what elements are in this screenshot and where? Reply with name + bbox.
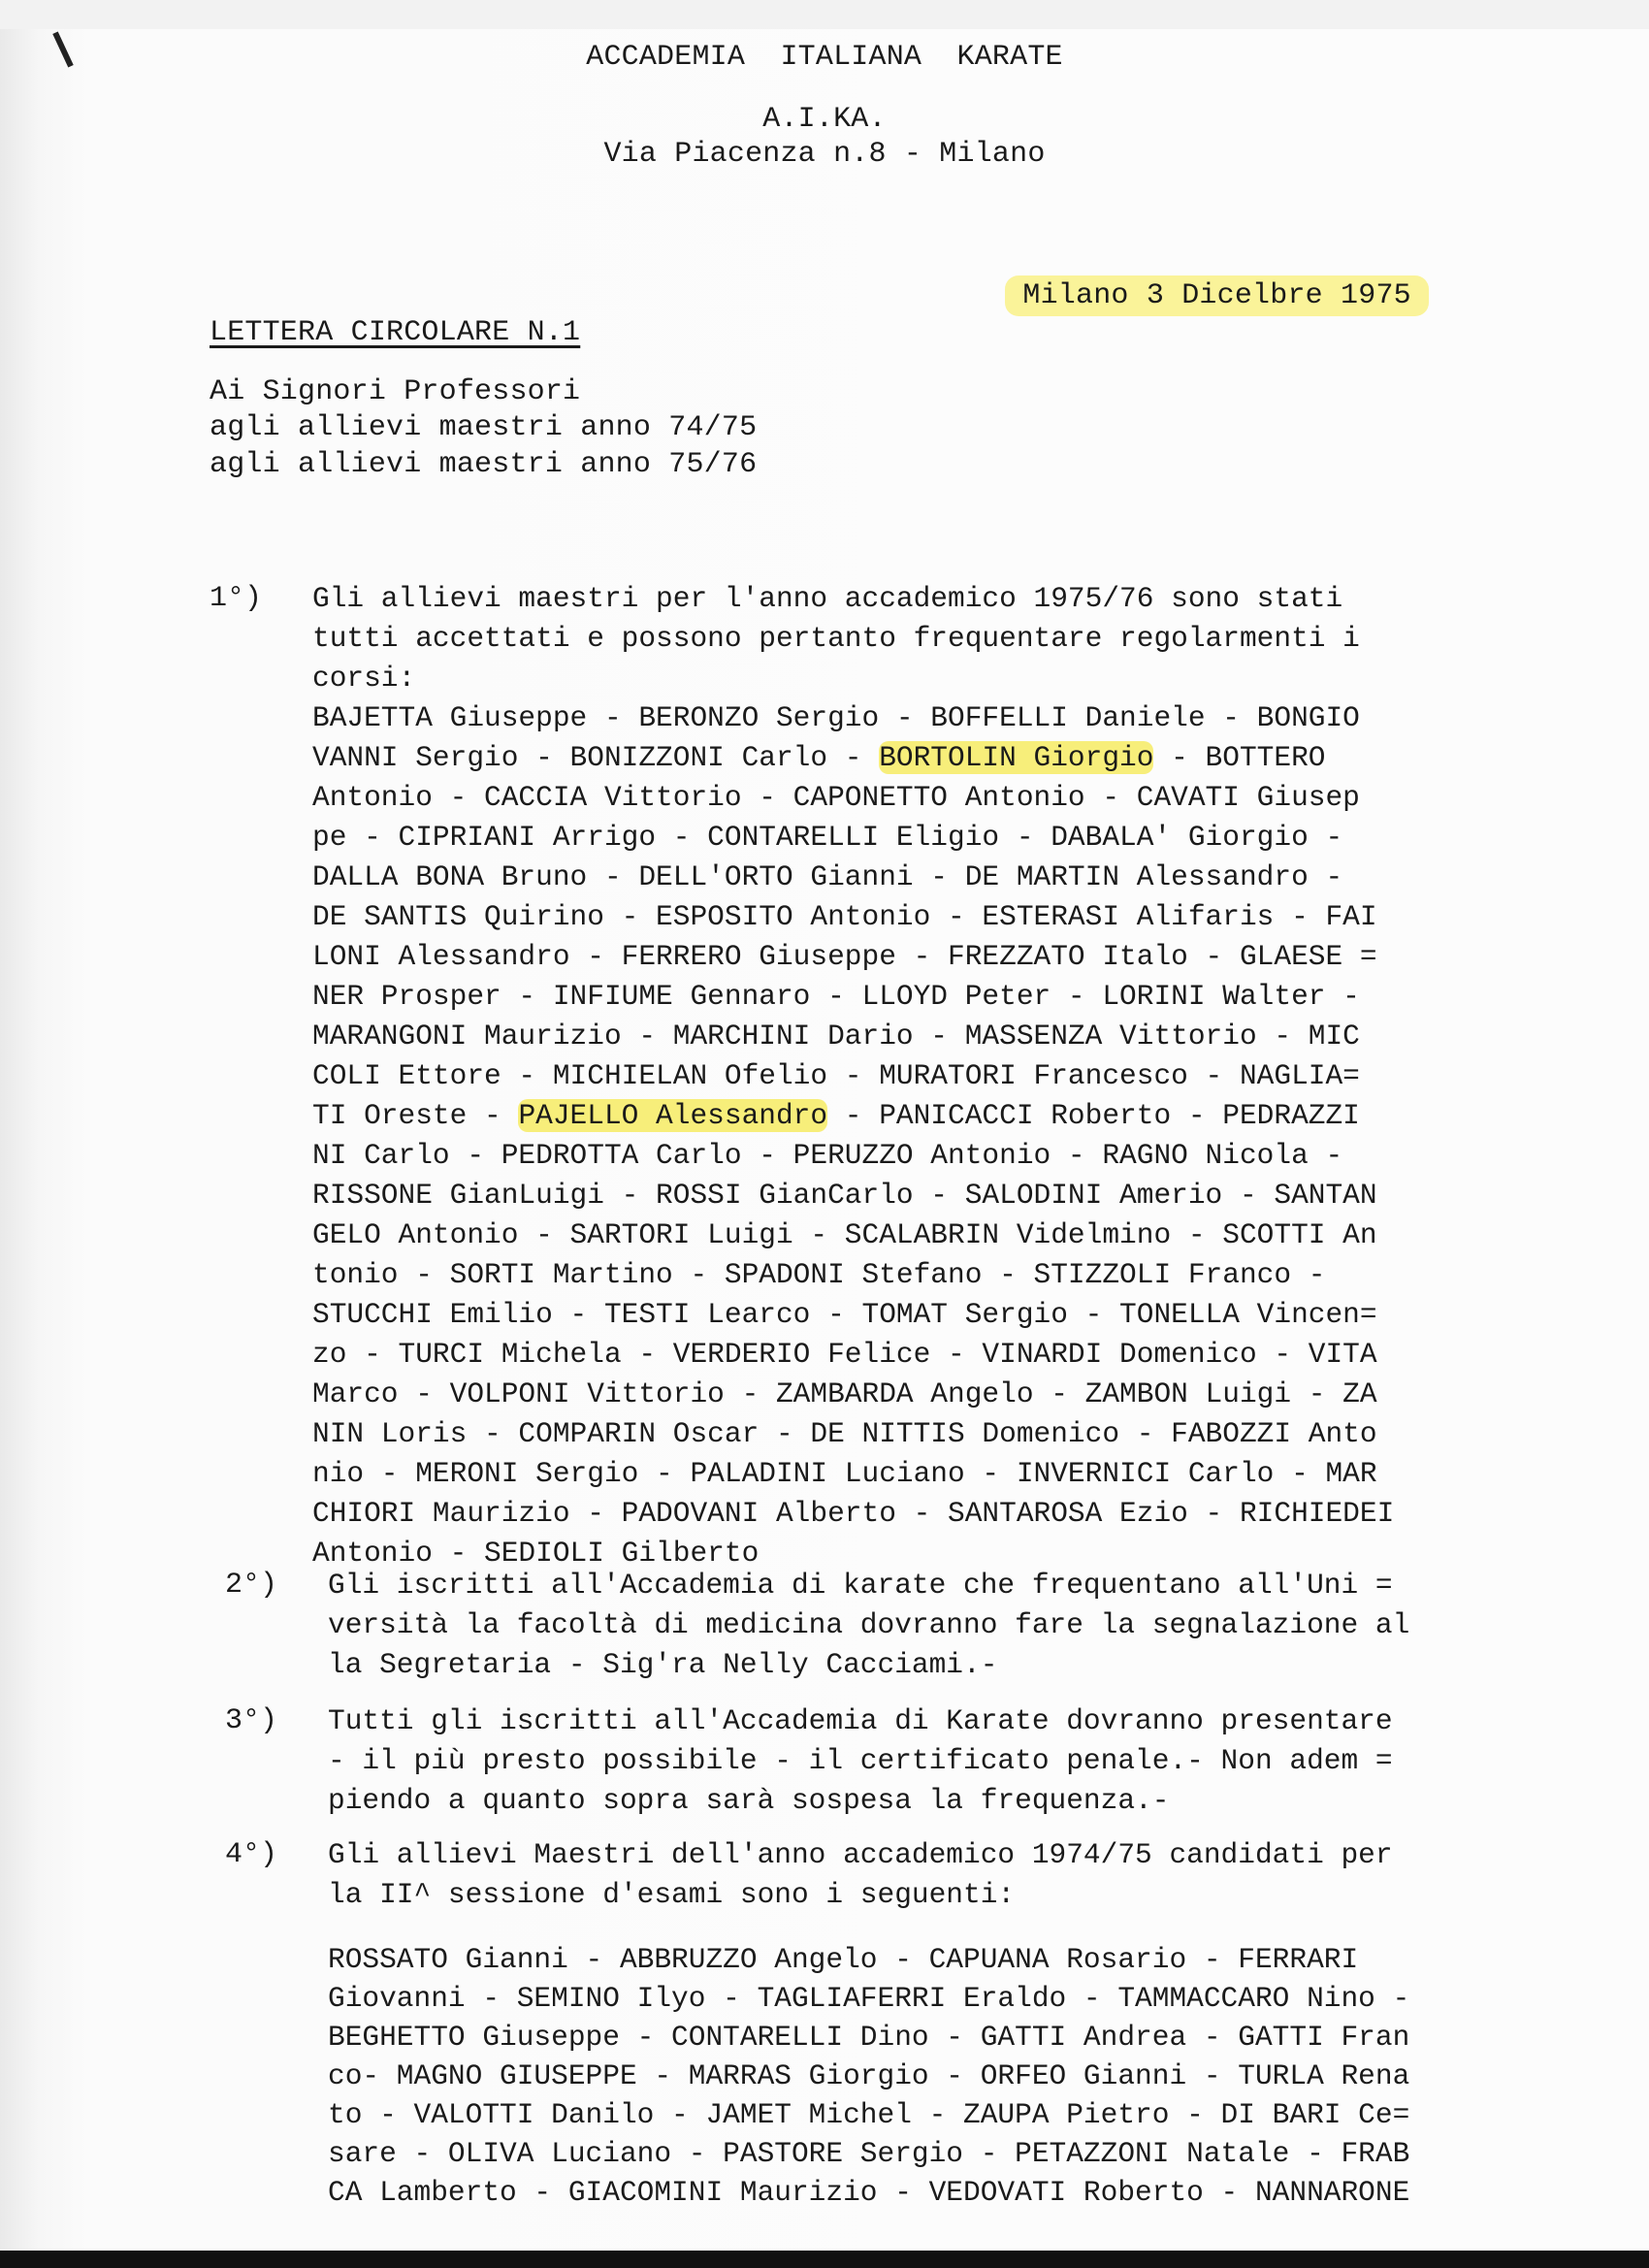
text-line: DE SANTIS Quirino - ESPOSITO Antonio - ESTERASI Alifaris - FAI [312,900,1377,933]
text-line: TI Oreste - PAJELLO Alessandro - PANICACCI Roberto - PEDRAZZI [312,1099,1360,1132]
text-line: VANNI Sergio - BONIZZONI Carlo - BORTOLIN Giorgio - BOTTERO [312,741,1326,774]
text-line: co- MAGNO GIUSEPPE - MARRAS Giorgio - ORFEO Gianni - TURLA Rena [328,2059,1410,2092]
text-line: BEGHETTO Giuseppe - CONTARELLI Dino - GATTI Andrea - GATTI Fran [328,2021,1410,2054]
recipient-line: agli allievi maestri anno 75/76 [210,448,758,481]
highlighted-name: BORTOLIN Giorgio [879,741,1154,774]
org-name: ACCADEMIA ITALIANA KARATE [586,41,1063,74]
text-line: Antonio - SEDIOLI Gilberto [312,1537,760,1570]
org-acronym: A.I.KA. [762,103,887,136]
text-line: NER Prosper - INFIUME Gennaro - LLOYD Peter - LORINI Walter - [312,980,1360,1013]
text-line: pe - CIPRIANI Arrigo - CONTARELLI Eligio - DABALA' Giorgio - [312,821,1343,854]
text-line: Gli allievi Maestri dell'anno accademico 1974/75 candidati per [328,1838,1393,1871]
text-line: STUCCHI Emilio - TESTI Learco - TOMAT Sergio - TONELLA Vincen= [312,1298,1377,1331]
section-number: 2°) [225,1569,278,1602]
org-address: Via Piacenza n.8 - Milano [603,138,1046,171]
text-line: DALLA BONA Bruno - DELL'ORTO Gianni - DE MARTIN Alessandro - [312,860,1343,893]
text-line: Marco - VOLPONI Vittorio - ZAMBARDA Angelo - ZAMBON Luigi - ZA [312,1377,1377,1410]
text-line: - il più presto possibile - il certificato penale.- Non adem = [328,1744,1393,1777]
text-line: tonio - SORTI Martino - SPADONI Stefano - STIZZOLI Franco - [312,1258,1326,1291]
text-line: ROSSATO Gianni - ABBRUZZO Angelo - CAPUANA Rosario - FERRARI [328,1943,1359,1976]
text-line: LONI Alessandro - FERRERO Giuseppe - FREZZATO Italo - GLAESE = [312,940,1377,973]
text-line: to - VALOTTI Danilo - JAMET Michel - ZAUPA Pietro - DI BARI Ce= [328,2098,1410,2131]
text-line: CHIORI Maurizio - PADOVANI Alberto - SANTAROSA Ezio - RICHIEDEI [312,1497,1395,1530]
scan-top-edge [0,0,1649,29]
scan-bottom-edge [0,2251,1649,2268]
text-line: sare - OLIVA Luciano - PASTORE Sergio - PETAZZONI Natale - FRAB [328,2137,1410,2170]
text-line: CA Lamberto - GIACOMINI Maurizio - VEDOVATI Roberto - NANNARONE [328,2176,1410,2209]
text-line: GELO Antonio - SARTORI Luigi - SCALABRIN Videlmino - SCOTTI An [312,1218,1377,1251]
text-line: Gli allievi maestri per l'anno accademico 1975/76 sono stati [312,582,1343,615]
text-line: corsi: [312,662,416,695]
section-number: 3°) [225,1704,278,1737]
text-line: MARANGONI Maurizio - MARCHINI Dario - MASSENZA Vittorio - MIC [312,1020,1360,1053]
recipient-line: Ai Signori Professori [210,375,581,408]
date-line [970,246,1429,312]
text-line: Giovanni - SEMINO Ilyo - TAGLIAFERRI Eraldo - TAMMACCARO Nino - [328,1982,1410,2015]
text-line: tutti accettati e possono pertanto frequentare regolarmenti i [312,622,1360,655]
text-line: zo - TURCI Michela - VERDERIO Felice - VINARDI Domenico - VITA [312,1338,1377,1371]
text-line: la II^ sessione d'esami sono i seguenti: [328,1878,1016,1911]
highlighted-name: PAJELLO Alessandro [518,1099,828,1132]
text-line: versità la facoltà di medicina dovranno fare la segnalazione al [328,1608,1410,1641]
text-line: NI Carlo - PEDROTTA Carlo - PERUZZO Antonio - RAGNO Nicola - [312,1139,1343,1172]
date-highlight: Milano 3 Dicelbre 1975 [1005,275,1428,316]
recipient-line: agli allievi maestri anno 74/75 [210,411,758,444]
text-line: NIN Loris - COMPARIN Oscar - DE NITTIS Domenico - FABOZZI Anto [312,1417,1377,1450]
section-number: 4°) [225,1838,278,1871]
text-line: BAJETTA Giuseppe - BERONZO Sergio - BOFFELLI Daniele - BONGIO [312,701,1360,734]
text-line: Antonio - CACCIA Vittorio - CAPONETTO Antonio - CAVATI Giusep [312,781,1360,814]
text-line: Tutti gli iscritti all'Accademia di Karate dovranno presentare [328,1704,1393,1737]
text-line: RISSONE GianLuigi - ROSSI GianCarlo - SALODINI Amerio - SANTAN [312,1179,1377,1212]
text-line: COLI Ettore - MICHIELAN Ofelio - MURATORI Francesco - NAGLIA= [312,1059,1360,1092]
section-number: 1°) [210,582,263,615]
circular-title: LETTERA CIRCOLARE N.1 [210,316,581,349]
text-line: Gli iscritti all'Accademia di karate che frequentano all'Uni = [328,1569,1393,1602]
text-line: piendo a quanto sopra sarà sospesa la frequenza.- [328,1784,1170,1817]
text-line: la Segretaria - Sig'ra Nelly Cacciami.- [328,1648,998,1681]
text-line: nio - MERONI Sergio - PALADINI Luciano - INVERNICI Carlo - MAR [312,1457,1377,1490]
